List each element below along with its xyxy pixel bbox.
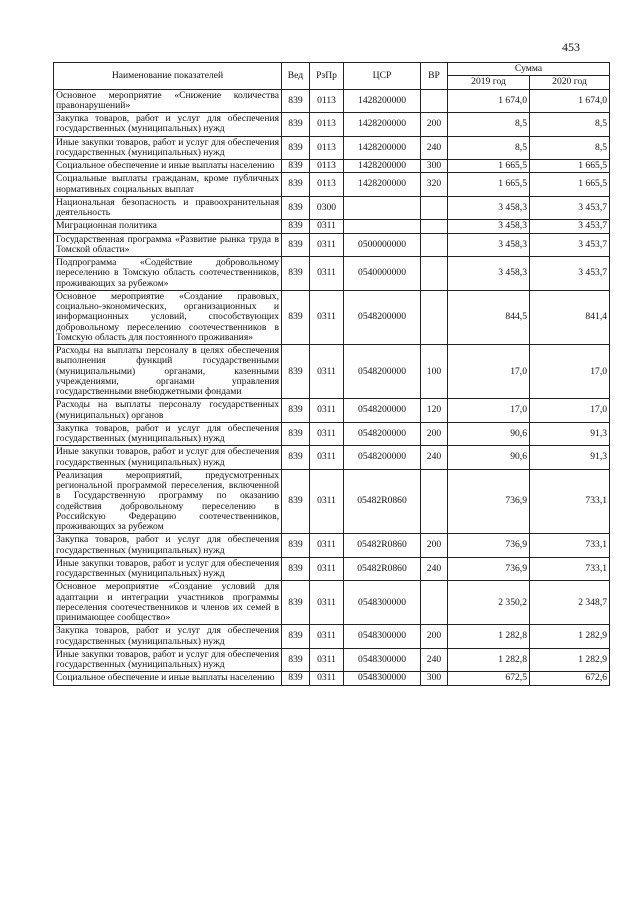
row-ved: 839 bbox=[282, 534, 310, 558]
row-sum-2020: 17,0 bbox=[530, 345, 610, 399]
row-name: Иные закупки товаров, работ и услуг для обеспечения государственных (муниципальных) нужд bbox=[54, 136, 282, 160]
row-sum-2019: 1 674,0 bbox=[448, 89, 530, 113]
row-vr bbox=[421, 220, 448, 233]
row-sum-2020: 8,5 bbox=[530, 113, 610, 137]
row-sum-2020: 1 282,9 bbox=[530, 648, 610, 672]
row-name: Социальные выплаты гражданам, кроме публичных нормативных социальных выплат bbox=[54, 173, 282, 197]
row-sum-2020: 17,0 bbox=[530, 399, 610, 423]
row-csr: 0548300000 bbox=[344, 581, 421, 625]
row-name: Социальное обеспечение и иные выплаты населению bbox=[54, 160, 282, 173]
row-ved: 839 bbox=[282, 625, 310, 649]
header-year-2020: 2020 год bbox=[530, 76, 610, 89]
row-sum-2019: 736,9 bbox=[448, 469, 530, 534]
row-vr bbox=[421, 233, 448, 257]
row-vr: 120 bbox=[421, 399, 448, 423]
row-sum-2020: 2 348,7 bbox=[530, 581, 610, 625]
row-csr: 0548300000 bbox=[344, 672, 421, 685]
row-vr bbox=[421, 581, 448, 625]
row-vr: 240 bbox=[421, 446, 448, 470]
row-rzpr: 0311 bbox=[310, 557, 344, 581]
row-sum-2019: 736,9 bbox=[448, 557, 530, 581]
row-csr: 0548200000 bbox=[344, 446, 421, 470]
row-rzpr: 0113 bbox=[310, 136, 344, 160]
row-rzpr: 0311 bbox=[310, 672, 344, 685]
header-name: Наименование показателей bbox=[54, 63, 282, 90]
row-sum-2019: 3 458,3 bbox=[448, 196, 530, 220]
row-ved: 839 bbox=[282, 399, 310, 423]
row-ved: 839 bbox=[282, 136, 310, 160]
row-rzpr: 0311 bbox=[310, 469, 344, 534]
row-rzpr: 0113 bbox=[310, 89, 344, 113]
table-row bbox=[54, 469, 610, 534]
row-vr: 200 bbox=[421, 625, 448, 649]
row-rzpr: 0311 bbox=[310, 422, 344, 446]
row-rzpr: 0311 bbox=[310, 257, 344, 291]
table-row bbox=[54, 173, 610, 197]
row-csr: 1428200000 bbox=[344, 89, 421, 113]
row-ved: 839 bbox=[282, 196, 310, 220]
row-sum-2020: 3 453,7 bbox=[530, 257, 610, 291]
row-csr bbox=[344, 196, 421, 220]
row-sum-2019: 17,0 bbox=[448, 399, 530, 423]
row-vr: 200 bbox=[421, 422, 448, 446]
row-ved: 839 bbox=[282, 672, 310, 685]
row-name: Реализация мероприятий, предусмотренных региональной программой переселения, включенной в Государственную программу по оказанию содействия добровольному переселению в Российскую Федерацию соотечественников, проживающих за рубежом bbox=[54, 469, 282, 534]
page-number: 453 bbox=[562, 40, 580, 54]
header-ved: Вед bbox=[282, 63, 310, 90]
table-row bbox=[54, 196, 610, 220]
header-rzpr: РзПр bbox=[310, 63, 344, 90]
row-csr: 0548200000 bbox=[344, 345, 421, 399]
row-sum-2019: 672,5 bbox=[448, 672, 530, 685]
row-csr: 1428200000 bbox=[344, 160, 421, 173]
row-rzpr: 0311 bbox=[310, 290, 344, 344]
row-csr: 0500000000 bbox=[344, 233, 421, 257]
row-rzpr: 0113 bbox=[310, 160, 344, 173]
table-row bbox=[54, 220, 610, 233]
table-header bbox=[54, 63, 610, 90]
row-sum-2020: 841,4 bbox=[530, 290, 610, 344]
row-name: Основное мероприятие «Создание правовых, социально-экономических, организационных и информационных условий, способствующих добровольному переселению соотечественников в Томскую область для постоянного проживания» bbox=[54, 290, 282, 344]
row-name: Расходы на выплаты персоналу государственных (муниципальных) органов bbox=[54, 399, 282, 423]
row-rzpr: 0311 bbox=[310, 581, 344, 625]
row-vr: 200 bbox=[421, 113, 448, 137]
row-sum-2020: 3 453,7 bbox=[530, 196, 610, 220]
row-ved: 839 bbox=[282, 557, 310, 581]
row-csr: 05482R0860 bbox=[344, 534, 421, 558]
row-sum-2020: 1 665,5 bbox=[530, 173, 610, 197]
row-csr: 05482R0860 bbox=[344, 469, 421, 534]
table-row bbox=[54, 557, 610, 581]
row-ved: 839 bbox=[282, 89, 310, 113]
row-vr bbox=[421, 469, 448, 534]
row-name: Закупка товаров, работ и услуг для обеспечения государственных (муниципальных) нужд bbox=[54, 534, 282, 558]
row-ved: 839 bbox=[282, 422, 310, 446]
row-name: Подпрограмма «Содействие добровольному переселению в Томскую область соотечественников, проживающих за рубежом» bbox=[54, 257, 282, 291]
row-sum-2019: 844,5 bbox=[448, 290, 530, 344]
table-row bbox=[54, 89, 610, 113]
row-sum-2019: 736,9 bbox=[448, 534, 530, 558]
row-ved: 839 bbox=[282, 160, 310, 173]
row-name: Основное мероприятие «Создание условий для адаптации и интеграции участников программы переселения соотечественников и членов их семей в принимающее сообщество» bbox=[54, 581, 282, 625]
row-vr: 320 bbox=[421, 173, 448, 197]
row-vr: 100 bbox=[421, 345, 448, 399]
table-row bbox=[54, 581, 610, 625]
row-vr: 300 bbox=[421, 160, 448, 173]
row-sum-2020: 733,1 bbox=[530, 534, 610, 558]
row-ved: 839 bbox=[282, 446, 310, 470]
row-csr: 0548200000 bbox=[344, 290, 421, 344]
row-name: Иные закупки товаров, работ и услуг для обеспечения государственных (муниципальных) нужд bbox=[54, 648, 282, 672]
row-csr: 1428200000 bbox=[344, 113, 421, 137]
row-rzpr: 0113 bbox=[310, 173, 344, 197]
row-name: Основное мероприятие «Снижение количества правонарушений» bbox=[54, 89, 282, 113]
row-ved: 839 bbox=[282, 220, 310, 233]
row-sum-2020: 733,1 bbox=[530, 557, 610, 581]
row-csr: 0548200000 bbox=[344, 422, 421, 446]
row-rzpr: 0311 bbox=[310, 345, 344, 399]
row-ved: 839 bbox=[282, 581, 310, 625]
table-row bbox=[54, 672, 610, 685]
table-row bbox=[54, 290, 610, 344]
row-sum-2019: 1 665,5 bbox=[448, 160, 530, 173]
row-rzpr: 0311 bbox=[310, 220, 344, 233]
row-name: Закупка товаров, работ и услуг для обеспечения государственных (муниципальных) нужд bbox=[54, 625, 282, 649]
row-vr: 240 bbox=[421, 648, 448, 672]
row-csr bbox=[344, 220, 421, 233]
row-sum-2019: 1 282,8 bbox=[448, 625, 530, 649]
row-sum-2019: 3 458,3 bbox=[448, 220, 530, 233]
row-sum-2020: 1 282,9 bbox=[530, 625, 610, 649]
table-body bbox=[54, 89, 610, 685]
row-csr: 0548300000 bbox=[344, 648, 421, 672]
row-sum-2020: 3 453,7 bbox=[530, 233, 610, 257]
row-name: Расходы на выплаты персоналу в целях обеспечения выполнения функций государственными (муниципальными) органами, казенными учреждениями, органами управления государственными внебюджетными фондами bbox=[54, 345, 282, 399]
row-name: Социальное обеспечение и иные выплаты населению bbox=[54, 672, 282, 685]
row-sum-2019: 17,0 bbox=[448, 345, 530, 399]
row-sum-2020: 1 665,5 bbox=[530, 160, 610, 173]
row-sum-2019: 90,6 bbox=[448, 422, 530, 446]
row-rzpr: 0311 bbox=[310, 233, 344, 257]
row-csr: 0548200000 bbox=[344, 399, 421, 423]
row-name: Национальная безопасность и правоохранительная деятельность bbox=[54, 196, 282, 220]
table-row bbox=[54, 534, 610, 558]
row-sum-2019: 1 282,8 bbox=[448, 648, 530, 672]
header-year-2019: 2019 год bbox=[448, 76, 530, 89]
row-csr: 1428200000 bbox=[344, 136, 421, 160]
table-row bbox=[54, 136, 610, 160]
row-sum-2020: 91,3 bbox=[530, 422, 610, 446]
row-csr: 1428200000 bbox=[344, 173, 421, 197]
table-row bbox=[54, 625, 610, 649]
row-vr: 240 bbox=[421, 136, 448, 160]
row-sum-2020: 91,3 bbox=[530, 446, 610, 470]
row-vr bbox=[421, 196, 448, 220]
row-sum-2019: 8,5 bbox=[448, 136, 530, 160]
table-row bbox=[54, 345, 610, 399]
row-rzpr: 0113 bbox=[310, 113, 344, 137]
row-sum-2020: 8,5 bbox=[530, 136, 610, 160]
row-vr bbox=[421, 89, 448, 113]
row-rzpr: 0311 bbox=[310, 399, 344, 423]
header-vr: ВР bbox=[421, 63, 448, 90]
row-vr bbox=[421, 290, 448, 344]
row-name: Иные закупки товаров, работ и услуг для обеспечения государственных (муниципальных) нужд bbox=[54, 446, 282, 470]
row-vr bbox=[421, 257, 448, 291]
header-csr: ЦСР bbox=[344, 63, 421, 90]
row-ved: 839 bbox=[282, 113, 310, 137]
row-csr: 0548300000 bbox=[344, 625, 421, 649]
row-rzpr: 0311 bbox=[310, 534, 344, 558]
table-row bbox=[54, 257, 610, 291]
row-sum-2019: 1 665,5 bbox=[448, 173, 530, 197]
row-sum-2019: 3 458,3 bbox=[448, 233, 530, 257]
row-sum-2020: 1 674,0 bbox=[530, 89, 610, 113]
row-sum-2020: 3 453,7 bbox=[530, 220, 610, 233]
row-ved: 839 bbox=[282, 469, 310, 534]
table-row bbox=[54, 399, 610, 423]
table-row bbox=[54, 233, 610, 257]
row-sum-2019: 3 458,3 bbox=[448, 257, 530, 291]
header-sum: Сумма bbox=[448, 63, 610, 76]
table-row bbox=[54, 113, 610, 137]
row-csr: 05482R0860 bbox=[344, 557, 421, 581]
row-sum-2019: 90,6 bbox=[448, 446, 530, 470]
row-sum-2020: 672,6 bbox=[530, 672, 610, 685]
row-ved: 839 bbox=[282, 648, 310, 672]
row-name: Миграционная политика bbox=[54, 220, 282, 233]
row-vr: 200 bbox=[421, 534, 448, 558]
row-rzpr: 0311 bbox=[310, 446, 344, 470]
row-rzpr: 0311 bbox=[310, 648, 344, 672]
table-row bbox=[54, 446, 610, 470]
row-sum-2019: 8,5 bbox=[448, 113, 530, 137]
row-ved: 839 bbox=[282, 257, 310, 291]
row-name: Государственная программа «Развитие рынка труда в Томской области» bbox=[54, 233, 282, 257]
row-sum-2019: 2 350,2 bbox=[448, 581, 530, 625]
table-row bbox=[54, 422, 610, 446]
row-name: Закупка товаров, работ и услуг для обеспечения государственных (муниципальных) нужд bbox=[54, 422, 282, 446]
row-ved: 839 bbox=[282, 345, 310, 399]
row-ved: 839 bbox=[282, 290, 310, 344]
row-name: Закупка товаров, работ и услуг для обеспечения государственных (муниципальных) нужд bbox=[54, 113, 282, 137]
row-ved: 839 bbox=[282, 173, 310, 197]
row-rzpr: 0311 bbox=[310, 625, 344, 649]
row-csr: 0540000000 bbox=[344, 257, 421, 291]
row-rzpr: 0300 bbox=[310, 196, 344, 220]
table-row bbox=[54, 160, 610, 173]
row-vr: 300 bbox=[421, 672, 448, 685]
table-row bbox=[54, 648, 610, 672]
row-sum-2020: 733,1 bbox=[530, 469, 610, 534]
row-name: Иные закупки товаров, работ и услуг для обеспечения государственных (муниципальных) нужд bbox=[54, 557, 282, 581]
row-ved: 839 bbox=[282, 233, 310, 257]
row-vr: 240 bbox=[421, 557, 448, 581]
budget-table bbox=[53, 62, 610, 686]
